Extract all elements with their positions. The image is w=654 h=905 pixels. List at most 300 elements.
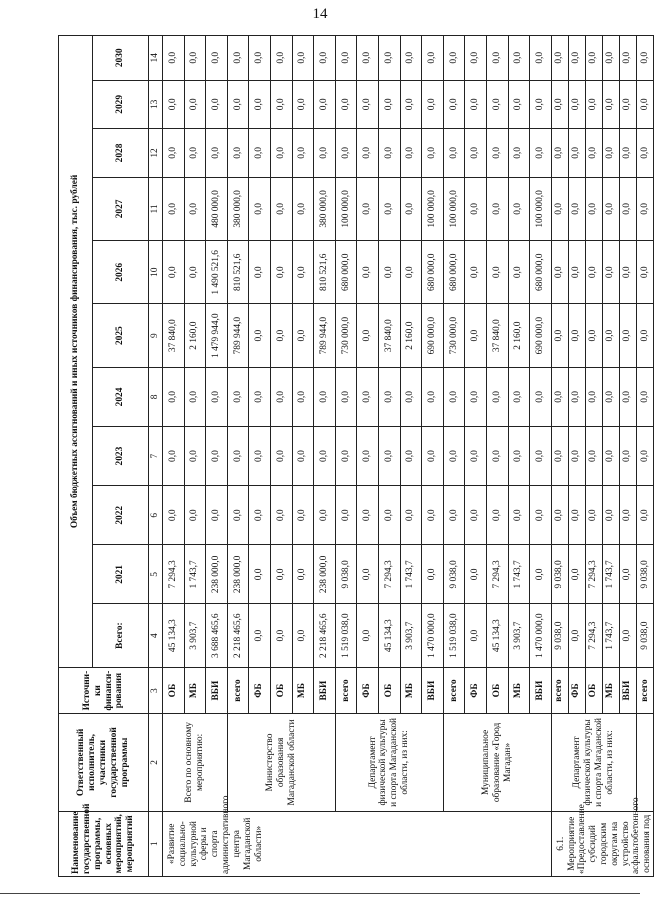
funding-source-cell: ФБ bbox=[568, 667, 585, 713]
value-cell: 0,0 bbox=[163, 177, 185, 240]
value-cell: 1 479 944,0 bbox=[206, 304, 228, 367]
value-cell: 0,0 bbox=[443, 427, 465, 486]
value-cell: 0,0 bbox=[227, 129, 249, 178]
value-cell: 0,0 bbox=[292, 177, 314, 240]
funding-source-cell: ФБ bbox=[357, 667, 379, 713]
value-cell: 0,0 bbox=[568, 36, 585, 81]
value-cell: 0,0 bbox=[568, 545, 585, 604]
responsible-cell: Муниципальное образование «Город Магадан» bbox=[443, 714, 551, 811]
value-cell: 0,0 bbox=[249, 36, 271, 81]
value-cell: 2 160,0 bbox=[400, 304, 422, 367]
value-cell: 0,0 bbox=[270, 604, 292, 667]
value-cell: 0,0 bbox=[163, 36, 185, 81]
value-cell: 37 840,0 bbox=[163, 304, 185, 367]
value-cell: 0,0 bbox=[314, 367, 336, 426]
column-number: 14 bbox=[149, 36, 163, 81]
value-cell: 7 294,3 bbox=[585, 545, 602, 604]
value-cell: 2 218 465,6 bbox=[314, 604, 336, 667]
value-cell: 0,0 bbox=[636, 36, 653, 81]
value-cell: 9 038,0 bbox=[636, 604, 653, 667]
value-cell: 0,0 bbox=[508, 427, 530, 486]
value-cell: 0,0 bbox=[184, 367, 206, 426]
value-cell: 0,0 bbox=[206, 486, 228, 545]
value-cell: 380 000,0 bbox=[227, 177, 249, 240]
header-name: Наименование государственной программы, основных мероприятий, мероприятий bbox=[59, 811, 149, 876]
column-number: 12 bbox=[149, 129, 163, 178]
value-cell: 2 160,0 bbox=[508, 304, 530, 367]
value-cell: 0,0 bbox=[486, 80, 508, 129]
value-cell: 0,0 bbox=[636, 80, 653, 129]
value-cell: 0,0 bbox=[335, 36, 357, 81]
value-cell: 1 743,7 bbox=[400, 545, 422, 604]
value-cell: 0,0 bbox=[443, 367, 465, 426]
value-cell: 0,0 bbox=[422, 36, 444, 81]
value-cell: 37 840,0 bbox=[486, 304, 508, 367]
value-cell: 0,0 bbox=[551, 304, 568, 367]
header-responsible: Ответственный исполнитель, участники государственной программы bbox=[59, 714, 149, 811]
value-cell: 9 038,0 bbox=[551, 604, 568, 667]
funding-source-cell: ВБИ bbox=[314, 667, 336, 713]
funding-source-cell: ВБИ bbox=[422, 667, 444, 713]
value-cell: 0,0 bbox=[551, 177, 568, 240]
value-cell: 0,0 bbox=[378, 80, 400, 129]
header-year: 2029 bbox=[93, 80, 149, 129]
value-cell: 690 000,0 bbox=[530, 304, 552, 367]
funding-source-cell: МБ bbox=[508, 667, 530, 713]
value-cell: 0,0 bbox=[602, 36, 619, 81]
column-number-row bbox=[149, 36, 163, 877]
column-number: 11 bbox=[149, 177, 163, 240]
value-cell: 0,0 bbox=[184, 80, 206, 129]
header-year: 2027 bbox=[93, 177, 149, 240]
value-cell: 0,0 bbox=[465, 80, 487, 129]
value-cell: 0,0 bbox=[184, 427, 206, 486]
value-cell: 238 000,0 bbox=[227, 545, 249, 604]
funding-source-cell: ОБ bbox=[270, 667, 292, 713]
value-cell: 0,0 bbox=[314, 36, 336, 81]
program-name-cell: «Развитие социально-культурной сферы и спорта административного центра Магаданской области» bbox=[163, 811, 552, 876]
value-cell: 0,0 bbox=[443, 129, 465, 178]
value-cell: 0,0 bbox=[619, 367, 636, 426]
funding-source-cell: МБ bbox=[184, 667, 206, 713]
header-source: Источни-ки финанси-рования bbox=[59, 667, 149, 713]
value-cell: 0,0 bbox=[619, 36, 636, 81]
value-cell: 0,0 bbox=[378, 486, 400, 545]
value-cell: 0,0 bbox=[508, 177, 530, 240]
value-cell: 0,0 bbox=[486, 177, 508, 240]
value-cell: 0,0 bbox=[163, 427, 185, 486]
column-number: 13 bbox=[149, 80, 163, 129]
value-cell: 0,0 bbox=[465, 304, 487, 367]
value-cell: 45 134,3 bbox=[378, 604, 400, 667]
value-cell: 0,0 bbox=[400, 80, 422, 129]
value-cell: 0,0 bbox=[270, 304, 292, 367]
funding-source-cell: ФБ bbox=[249, 667, 271, 713]
value-cell: 1 470 000,0 bbox=[530, 604, 552, 667]
table-row bbox=[636, 36, 653, 877]
header-year: 2022 bbox=[93, 486, 149, 545]
value-cell: 0,0 bbox=[602, 80, 619, 129]
value-cell: 0,0 bbox=[465, 177, 487, 240]
value-cell: 0,0 bbox=[357, 486, 379, 545]
value-cell: 0,0 bbox=[551, 80, 568, 129]
table-row bbox=[227, 36, 249, 877]
value-cell: 0,0 bbox=[486, 367, 508, 426]
value-cell: 789 944,0 bbox=[314, 304, 336, 367]
value-cell: 0,0 bbox=[378, 129, 400, 178]
value-cell: 0,0 bbox=[551, 36, 568, 81]
value-cell: 100 000,0 bbox=[530, 177, 552, 240]
value-cell: 0,0 bbox=[585, 304, 602, 367]
value-cell: 0,0 bbox=[378, 36, 400, 81]
value-cell: 7 294,3 bbox=[486, 545, 508, 604]
value-cell: 0,0 bbox=[636, 241, 653, 304]
value-cell: 0,0 bbox=[249, 304, 271, 367]
value-cell: 0,0 bbox=[184, 241, 206, 304]
value-cell: 0,0 bbox=[270, 177, 292, 240]
value-cell: 680 000,0 bbox=[443, 241, 465, 304]
value-cell: 0,0 bbox=[568, 177, 585, 240]
column-number: 10 bbox=[149, 241, 163, 304]
value-cell: 0,0 bbox=[249, 241, 271, 304]
funding-source-cell: МБ bbox=[292, 667, 314, 713]
value-cell: 0,0 bbox=[184, 129, 206, 178]
value-cell: 0,0 bbox=[568, 129, 585, 178]
value-cell: 0,0 bbox=[378, 427, 400, 486]
value-cell: 0,0 bbox=[357, 304, 379, 367]
value-cell: 0,0 bbox=[227, 80, 249, 129]
value-cell: 0,0 bbox=[400, 427, 422, 486]
value-cell: 0,0 bbox=[270, 486, 292, 545]
value-cell: 0,0 bbox=[206, 129, 228, 178]
value-cell: 0,0 bbox=[568, 304, 585, 367]
funding-source-cell: всего bbox=[551, 667, 568, 713]
value-cell: 0,0 bbox=[227, 367, 249, 426]
value-cell: 0,0 bbox=[400, 367, 422, 426]
value-cell: 0,0 bbox=[568, 427, 585, 486]
value-cell: 0,0 bbox=[335, 367, 357, 426]
value-cell: 1 519 038,0 bbox=[335, 604, 357, 667]
value-cell: 730 000,0 bbox=[443, 304, 465, 367]
value-cell: 0,0 bbox=[292, 604, 314, 667]
header-year: 2023 bbox=[93, 427, 149, 486]
value-cell: 0,0 bbox=[270, 545, 292, 604]
page-number: 14 bbox=[312, 6, 328, 22]
value-cell: 810 521,6 bbox=[227, 241, 249, 304]
value-cell: 0,0 bbox=[486, 129, 508, 178]
header-year: 2026 bbox=[93, 241, 149, 304]
value-cell: 0,0 bbox=[619, 486, 636, 545]
value-cell: 0,0 bbox=[314, 80, 336, 129]
value-cell: 0,0 bbox=[292, 427, 314, 486]
header-year: 2028 bbox=[93, 129, 149, 178]
value-cell: 680 000,0 bbox=[530, 241, 552, 304]
value-cell: 0,0 bbox=[335, 486, 357, 545]
value-cell: 9 038,0 bbox=[443, 545, 465, 604]
column-number: 1 bbox=[149, 811, 163, 876]
funding-source-cell: ВБИ bbox=[206, 667, 228, 713]
value-cell: 0,0 bbox=[636, 129, 653, 178]
value-cell: 680 000,0 bbox=[422, 241, 444, 304]
value-cell: 0,0 bbox=[270, 80, 292, 129]
value-cell: 0,0 bbox=[378, 177, 400, 240]
value-cell: 0,0 bbox=[585, 427, 602, 486]
value-cell: 0,0 bbox=[335, 80, 357, 129]
value-cell: 0,0 bbox=[249, 427, 271, 486]
value-cell: 0,0 bbox=[465, 367, 487, 426]
value-cell: 0,0 bbox=[443, 36, 465, 81]
responsible-cell: Департамент физической культуры и спорта Магаданской области, из них: bbox=[335, 714, 443, 811]
table-row bbox=[335, 36, 357, 877]
value-cell: 0,0 bbox=[357, 177, 379, 240]
column-number: 5 bbox=[149, 545, 163, 604]
value-cell: 0,0 bbox=[551, 367, 568, 426]
funding-source-cell: ОБ bbox=[585, 667, 602, 713]
value-cell: 0,0 bbox=[184, 486, 206, 545]
value-cell: 37 840,0 bbox=[378, 304, 400, 367]
value-cell: 0,0 bbox=[357, 367, 379, 426]
value-cell: 0,0 bbox=[249, 486, 271, 545]
value-cell: 0,0 bbox=[270, 241, 292, 304]
value-cell: 0,0 bbox=[314, 486, 336, 545]
value-cell: 0,0 bbox=[585, 80, 602, 129]
value-cell: 0,0 bbox=[619, 545, 636, 604]
funding-source-cell: ВБИ bbox=[530, 667, 552, 713]
value-cell: 0,0 bbox=[400, 36, 422, 81]
value-cell: 0,0 bbox=[357, 604, 379, 667]
value-cell: 0,0 bbox=[568, 241, 585, 304]
value-cell: 0,0 bbox=[378, 367, 400, 426]
value-cell: 0,0 bbox=[292, 80, 314, 129]
value-cell: 0,0 bbox=[619, 604, 636, 667]
value-cell: 0,0 bbox=[636, 427, 653, 486]
value-cell: 0,0 bbox=[636, 177, 653, 240]
value-cell: 0,0 bbox=[163, 486, 185, 545]
funding-source-cell: всего bbox=[636, 667, 653, 713]
value-cell: 9 038,0 bbox=[335, 545, 357, 604]
value-cell: 380 000,0 bbox=[314, 177, 336, 240]
header-year: 2025 bbox=[93, 304, 149, 367]
program-name-cell: 6.1. Мероприятие «Предоставление субсидий городским округам на устройство асфальтобетонного основания под bbox=[551, 811, 653, 876]
column-number: 6 bbox=[149, 486, 163, 545]
rotated-table-container bbox=[58, 35, 653, 877]
funding-source-cell: МБ bbox=[400, 667, 422, 713]
value-cell: 0,0 bbox=[292, 129, 314, 178]
value-cell: 0,0 bbox=[551, 129, 568, 178]
value-cell: 0,0 bbox=[568, 486, 585, 545]
value-cell: 0,0 bbox=[249, 604, 271, 667]
value-cell: 0,0 bbox=[602, 427, 619, 486]
value-cell: 1 519 038,0 bbox=[443, 604, 465, 667]
value-cell: 0,0 bbox=[292, 367, 314, 426]
funding-source-cell: ОБ bbox=[163, 667, 185, 713]
funding-source-cell: ОБ bbox=[486, 667, 508, 713]
value-cell: 1 743,7 bbox=[184, 545, 206, 604]
value-cell: 0,0 bbox=[619, 241, 636, 304]
value-cell: 1 743,7 bbox=[508, 545, 530, 604]
value-cell: 0,0 bbox=[508, 241, 530, 304]
value-cell: 0,0 bbox=[508, 80, 530, 129]
value-cell: 0,0 bbox=[465, 604, 487, 667]
value-cell: 7 294,3 bbox=[163, 545, 185, 604]
funding-source-cell: всего bbox=[443, 667, 465, 713]
value-cell: 3 903,7 bbox=[508, 604, 530, 667]
funding-source-cell: ФБ bbox=[465, 667, 487, 713]
column-number: 2 bbox=[149, 714, 163, 811]
table-row bbox=[163, 36, 185, 877]
value-cell: 0,0 bbox=[184, 36, 206, 81]
header-total: Всего: bbox=[93, 604, 149, 667]
value-cell: 0,0 bbox=[636, 367, 653, 426]
value-cell: 100 000,0 bbox=[422, 177, 444, 240]
funding-source-cell: ОБ bbox=[378, 667, 400, 713]
value-cell: 0,0 bbox=[486, 427, 508, 486]
header-year: 2024 bbox=[93, 367, 149, 426]
value-cell: 0,0 bbox=[270, 427, 292, 486]
value-cell: 1 470 000,0 bbox=[422, 604, 444, 667]
value-cell: 0,0 bbox=[227, 36, 249, 81]
header-year: 2030 bbox=[93, 36, 149, 81]
value-cell: 0,0 bbox=[357, 545, 379, 604]
value-cell: 0,0 bbox=[585, 486, 602, 545]
value-cell: 0,0 bbox=[602, 304, 619, 367]
table-row bbox=[443, 36, 465, 877]
value-cell: 0,0 bbox=[530, 36, 552, 81]
value-cell: 0,0 bbox=[400, 177, 422, 240]
value-cell: 0,0 bbox=[602, 241, 619, 304]
value-cell: 0,0 bbox=[619, 427, 636, 486]
value-cell: 45 134,3 bbox=[486, 604, 508, 667]
value-cell: 0,0 bbox=[619, 177, 636, 240]
value-cell: 789 944,0 bbox=[227, 304, 249, 367]
value-cell: 0,0 bbox=[422, 367, 444, 426]
value-cell: 0,0 bbox=[206, 427, 228, 486]
value-cell: 0,0 bbox=[292, 241, 314, 304]
value-cell: 0,0 bbox=[568, 80, 585, 129]
value-cell: 0,0 bbox=[357, 427, 379, 486]
value-cell: 0,0 bbox=[602, 129, 619, 178]
value-cell: 3 903,7 bbox=[400, 604, 422, 667]
value-cell: 0,0 bbox=[465, 545, 487, 604]
value-cell: 0,0 bbox=[568, 604, 585, 667]
responsible-cell: Департамент физической культуры и спорта Магаданской области, из них: bbox=[551, 714, 636, 811]
column-number: 3 bbox=[149, 667, 163, 713]
value-cell: 2 160,0 bbox=[184, 304, 206, 367]
value-cell: 0,0 bbox=[486, 36, 508, 81]
value-cell: 0,0 bbox=[314, 129, 336, 178]
value-cell: 0,0 bbox=[602, 177, 619, 240]
value-cell: 0,0 bbox=[602, 486, 619, 545]
value-cell: 0,0 bbox=[206, 80, 228, 129]
value-cell: 0,0 bbox=[619, 304, 636, 367]
value-cell: 7 294,3 bbox=[378, 545, 400, 604]
value-cell: 0,0 bbox=[465, 486, 487, 545]
value-cell: 0,0 bbox=[163, 129, 185, 178]
value-cell: 0,0 bbox=[585, 241, 602, 304]
value-cell: 0,0 bbox=[585, 177, 602, 240]
value-cell: 0,0 bbox=[585, 129, 602, 178]
value-cell: 0,0 bbox=[400, 486, 422, 545]
value-cell: 0,0 bbox=[357, 129, 379, 178]
value-cell: 45 134,3 bbox=[163, 604, 185, 667]
value-cell: 0,0 bbox=[508, 367, 530, 426]
value-cell: 680 000,0 bbox=[335, 241, 357, 304]
value-cell: 3 688 465,6 bbox=[206, 604, 228, 667]
value-cell: 0,0 bbox=[206, 367, 228, 426]
page-bottom-rule bbox=[0, 893, 640, 894]
table-row bbox=[551, 36, 568, 877]
funding-source-cell: ВБИ bbox=[619, 667, 636, 713]
value-cell: 100 000,0 bbox=[335, 177, 357, 240]
table-body bbox=[163, 36, 654, 877]
value-cell: 238 000,0 bbox=[206, 545, 228, 604]
value-cell: 0,0 bbox=[163, 241, 185, 304]
value-cell: 0,0 bbox=[357, 80, 379, 129]
value-cell: 0,0 bbox=[486, 241, 508, 304]
column-number: 7 bbox=[149, 427, 163, 486]
value-cell: 0,0 bbox=[530, 545, 552, 604]
value-cell: 0,0 bbox=[465, 129, 487, 178]
column-number: 8 bbox=[149, 367, 163, 426]
value-cell: 0,0 bbox=[314, 427, 336, 486]
value-cell: 0,0 bbox=[602, 367, 619, 426]
value-cell: 0,0 bbox=[270, 36, 292, 81]
value-cell: 0,0 bbox=[530, 129, 552, 178]
value-cell: 0,0 bbox=[568, 367, 585, 426]
value-cell: 0,0 bbox=[465, 427, 487, 486]
value-cell: 810 521,6 bbox=[314, 241, 336, 304]
value-cell: 0,0 bbox=[292, 486, 314, 545]
value-cell: 0,0 bbox=[292, 36, 314, 81]
value-cell: 0,0 bbox=[249, 129, 271, 178]
value-cell: 0,0 bbox=[508, 129, 530, 178]
value-cell: 0,0 bbox=[206, 36, 228, 81]
value-cell: 1 490 521,6 bbox=[206, 241, 228, 304]
value-cell: 0,0 bbox=[530, 80, 552, 129]
value-cell: 0,0 bbox=[378, 241, 400, 304]
value-cell: 0,0 bbox=[292, 545, 314, 604]
value-cell: 0,0 bbox=[422, 129, 444, 178]
value-cell: 0,0 bbox=[422, 80, 444, 129]
value-cell: 0,0 bbox=[270, 129, 292, 178]
value-cell: 0,0 bbox=[422, 427, 444, 486]
value-cell: 2 218 465,6 bbox=[227, 604, 249, 667]
funding-source-cell: всего bbox=[227, 667, 249, 713]
value-cell: 0,0 bbox=[465, 241, 487, 304]
value-cell: 0,0 bbox=[585, 36, 602, 81]
value-cell: 0,0 bbox=[551, 241, 568, 304]
value-cell: 1 743,7 bbox=[602, 604, 619, 667]
value-cell: 238 000,0 bbox=[314, 545, 336, 604]
value-cell: 0,0 bbox=[227, 486, 249, 545]
value-cell: 0,0 bbox=[619, 80, 636, 129]
value-cell: 0,0 bbox=[530, 367, 552, 426]
value-cell: 9 038,0 bbox=[551, 545, 568, 604]
value-cell: 0,0 bbox=[508, 36, 530, 81]
responsible-cell: Всего по основному мероприятию: bbox=[163, 714, 228, 811]
value-cell: 1 743,7 bbox=[602, 545, 619, 604]
funding-source-cell: всего bbox=[335, 667, 357, 713]
funding-source-cell: МБ bbox=[602, 667, 619, 713]
responsible-cell: Министерство образования Магаданской области bbox=[227, 714, 335, 811]
value-cell: 0,0 bbox=[249, 367, 271, 426]
value-cell: 0,0 bbox=[249, 80, 271, 129]
value-cell: 480 000,0 bbox=[206, 177, 228, 240]
value-cell: 0,0 bbox=[508, 486, 530, 545]
header-year: 2021 bbox=[93, 545, 149, 604]
value-cell: 7 294,3 bbox=[585, 604, 602, 667]
value-cell: 0,0 bbox=[335, 129, 357, 178]
